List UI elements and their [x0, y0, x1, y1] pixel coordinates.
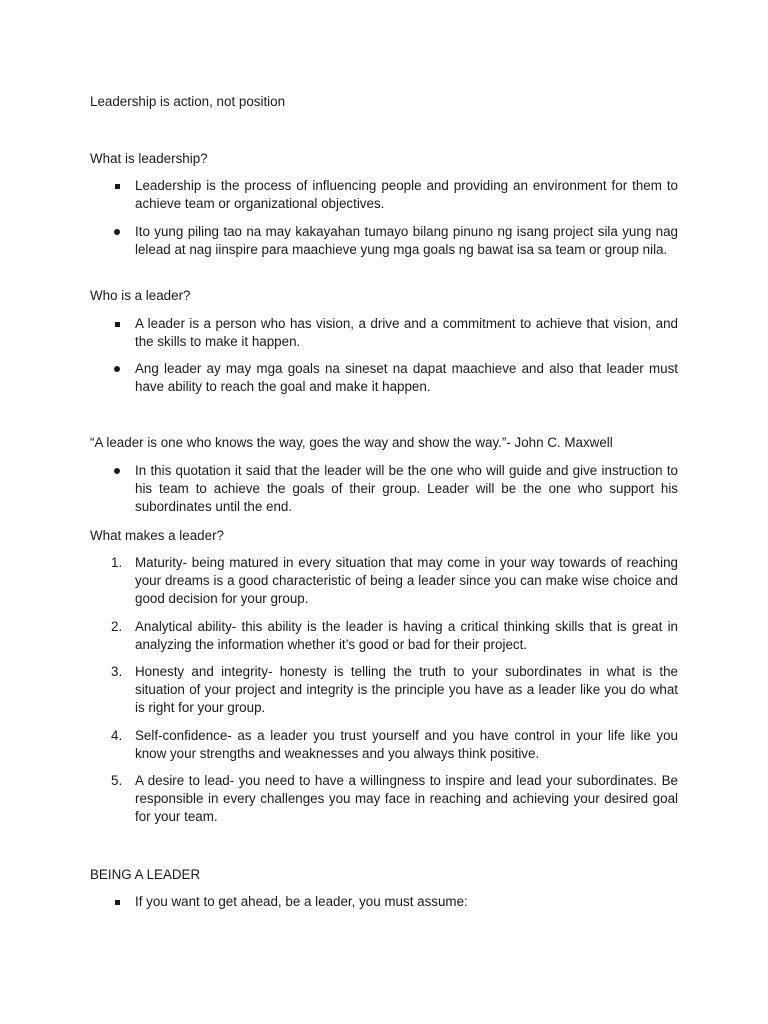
list-item-text: A desire to lead- you need to have a willingness to inspire and lead your subordinates. Be responsible in every challenges you may face in reaching and achieving your desired goal for your team.: [135, 773, 678, 824]
list-item-text: Analytical ability- this ability is the leader is having a critical thinking skills that is great in analyzing the information whether it’s good or bad for their project.: [135, 619, 678, 652]
heading-being-a-leader: BEING A LEADER: [90, 867, 201, 882]
numbered-item: [111, 618, 678, 654]
square-bullet-icon: [115, 322, 120, 327]
heading-what-is-leadership: What is leadership?: [90, 151, 208, 166]
document-title: Leadership is action, not position: [90, 94, 286, 109]
list-item-text: Maturity- being matured in every situation that may come in your way towards of reaching your dreams is a good characteristic of being a leader since you can make wise choice and good decision for your group.: [135, 555, 678, 606]
list-item: [135, 315, 678, 351]
item-number: 4.: [111, 728, 123, 743]
item-number: 2.: [111, 619, 123, 634]
item-number: 3.: [111, 664, 123, 679]
list-item: [135, 223, 678, 259]
heading-who-is-leader: Who is a leader?: [90, 288, 191, 303]
numbered-item: [111, 727, 678, 763]
round-bullet-icon: [114, 229, 120, 235]
list-item: [135, 360, 678, 396]
list-item-text: If you want to get ahead, be a leader, you must assume:: [135, 894, 468, 909]
square-bullet-icon: [115, 184, 120, 189]
square-bullet-icon: [115, 900, 120, 905]
list-item-text: Leadership is the process of influencing people and providing an environment for them to achieve team or organizational objectives.: [135, 178, 678, 211]
list-item-text: Ang leader ay may mga goals na sineset na dapat maachieve and also that leader must have ability to reach the goal and make it happen.: [135, 361, 678, 394]
round-bullet-icon: [114, 468, 120, 474]
numbered-item: [111, 663, 678, 717]
item-number: 1.: [111, 555, 123, 570]
list-item: [135, 177, 678, 213]
heading-what-makes-leader: What makes a leader?: [90, 528, 224, 543]
list-item: [135, 462, 678, 516]
list-item: [135, 893, 678, 911]
list-item-text: In this quotation it said that the leader will be the one who will guide and give instruction to his team to achieve the goals of their group. Leader will be the one who support his subordinates until the end.: [135, 463, 678, 514]
quote-text: “A leader is one who knows the way, goes the way and show the way.”- John C. Maxwell: [90, 435, 613, 450]
list-item-text: A leader is a person who has vision, a drive and a commitment to achieve that vision, and the skills to make it happen.: [135, 316, 678, 349]
list-item-text: Honesty and integrity- honesty is telling the truth to your subordinates in what is the situation of your project and integrity is the principle you have as a leader like you do what is right for your group.: [135, 664, 678, 715]
round-bullet-icon: [114, 366, 120, 372]
list-item-text: Self-confidence- as a leader you trust yourself and you have control in your life like you know your strengths and weaknesses and you always think positive.: [135, 728, 678, 761]
numbered-item: [111, 554, 678, 608]
item-number: 5.: [111, 773, 123, 788]
list-item-text: Ito yung piling tao na may kakayahan tumayo bilang pinuno ng isang project sila yung nag lelead at nag iinspire para maachieve yung mga goals ng bawat isa sa team or group nila.: [135, 224, 678, 257]
numbered-item: [111, 772, 678, 826]
